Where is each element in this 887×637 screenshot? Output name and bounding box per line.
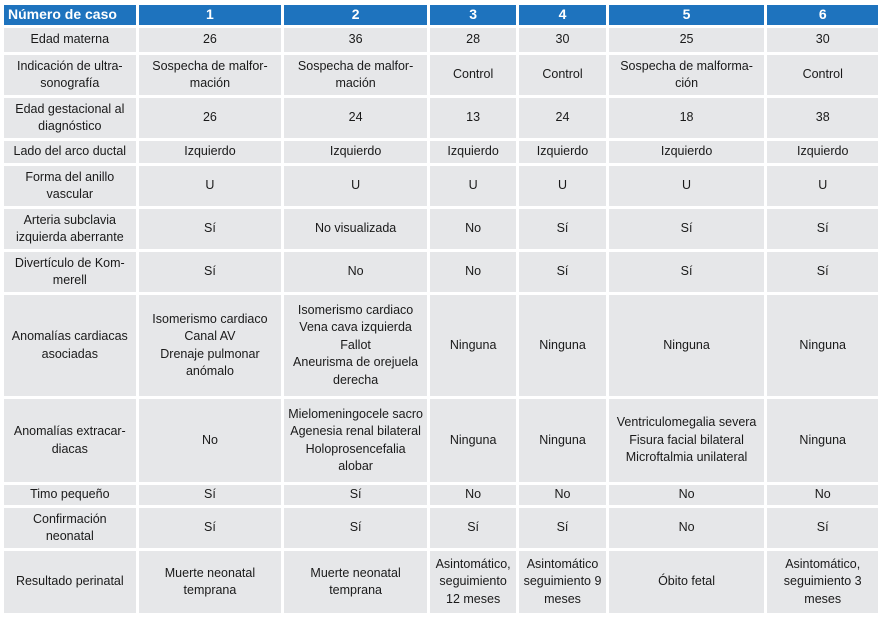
row-label: Arteria subclavia izquierda aberrante <box>4 209 136 249</box>
table-cell: Izquierdo <box>284 141 427 163</box>
table-cell: Sí <box>519 508 605 548</box>
table-cell: Ninguna <box>519 399 605 482</box>
table-cell: No <box>430 209 516 249</box>
table-row <box>4 55 878 95</box>
table-cell: 26 <box>139 98 282 138</box>
table-cell: 38 <box>767 98 878 138</box>
table-cell: Mielomeningocele sacro Agenesia renal bilateral Holoprosencefalia alobar <box>284 399 427 482</box>
table-cell: Control <box>767 55 878 95</box>
table-row <box>4 508 878 548</box>
table-cell: No <box>767 485 878 505</box>
table-cell: Sí <box>139 209 282 249</box>
row-label: Timo pequeño <box>4 485 136 505</box>
table-cell: 30 <box>767 28 878 52</box>
case-table-container <box>4 2 882 616</box>
table-cell: No <box>284 252 427 292</box>
header-case-1: 1 <box>139 5 282 25</box>
table-cell: Sí <box>767 508 878 548</box>
table-cell: Sí <box>284 485 427 505</box>
table-cell: Asintomático, seguimiento 3 meses <box>767 551 878 613</box>
table-cell: U <box>284 166 427 206</box>
row-label: Confirmación neonatal <box>4 508 136 548</box>
table-cell: Asintomático, seguimiento 12 meses <box>430 551 516 613</box>
table-cell: Sí <box>139 485 282 505</box>
table-cell: Isomerismo cardiaco Canal AV Drenaje pulmonar anómalo <box>139 295 282 396</box>
table-cell: Izquierdo <box>519 141 605 163</box>
table-cell: No <box>609 508 765 548</box>
table-cell: 24 <box>519 98 605 138</box>
table-cell: 36 <box>284 28 427 52</box>
row-label: Indicación de ultra- sonografía <box>4 55 136 95</box>
table-cell: Ventriculomegalia severa Fisura facial bilateral Microftalmia unilateral <box>609 399 765 482</box>
header-case-2: 2 <box>284 5 427 25</box>
table-cell: Sí <box>519 209 605 249</box>
table-cell: 18 <box>609 98 765 138</box>
table-cell: No <box>430 485 516 505</box>
table-cell: Sí <box>430 508 516 548</box>
table-cell: Isomerismo cardiaco Vena cava izquierda Fallot Aneurisma de orejuela derecha <box>284 295 427 396</box>
header-case-number: Número de caso <box>4 5 136 25</box>
row-label: Anomalías extracar- diacas <box>4 399 136 482</box>
table-cell: Ninguna <box>430 295 516 396</box>
row-label: Forma del anillo vascular <box>4 166 136 206</box>
table-row <box>4 141 878 163</box>
table-cell: Control <box>430 55 516 95</box>
table-row <box>4 209 878 249</box>
table-row <box>4 399 878 482</box>
table-cell: Sí <box>609 209 765 249</box>
table-cell: 26 <box>139 28 282 52</box>
table-cell: Sí <box>139 252 282 292</box>
table-cell: U <box>609 166 765 206</box>
table-cell: Sí <box>139 508 282 548</box>
table-header-row <box>4 5 878 25</box>
table-cell: Ninguna <box>609 295 765 396</box>
table-cell: U <box>430 166 516 206</box>
row-label: Lado del arco ductal <box>4 141 136 163</box>
table-row <box>4 295 878 396</box>
table-row <box>4 485 878 505</box>
table-cell: No <box>519 485 605 505</box>
table-cell: 25 <box>609 28 765 52</box>
table-cell: Sospecha de malforma- ción <box>609 55 765 95</box>
table-cell: Sospecha de malfor- mación <box>284 55 427 95</box>
row-label: Resultado perinatal <box>4 551 136 613</box>
table-cell: Control <box>519 55 605 95</box>
table-cell: 24 <box>284 98 427 138</box>
table-cell: Asintomático seguimiento 9 meses <box>519 551 605 613</box>
table-cell: Muerte neonatal temprana <box>139 551 282 613</box>
table-cell: Óbito fetal <box>609 551 765 613</box>
row-label: Divertículo de Kom- merell <box>4 252 136 292</box>
table-cell: Izquierdo <box>139 141 282 163</box>
table-cell: Sí <box>284 508 427 548</box>
table-cell: Sí <box>767 252 878 292</box>
table-cell: No <box>139 399 282 482</box>
table-cell: No <box>609 485 765 505</box>
table-cell: Sí <box>767 209 878 249</box>
table-cell: Izquierdo <box>767 141 878 163</box>
case-table <box>1 2 881 616</box>
table-cell: Izquierdo <box>430 141 516 163</box>
row-label: Edad gestacional al diagnóstico <box>4 98 136 138</box>
row-label: Edad materna <box>4 28 136 52</box>
table-cell: No visualizada <box>284 209 427 249</box>
table-row <box>4 166 878 206</box>
table-cell: 30 <box>519 28 605 52</box>
table-cell: 28 <box>430 28 516 52</box>
table-cell: Ninguna <box>430 399 516 482</box>
header-case-6: 6 <box>767 5 878 25</box>
table-cell: Muerte neonatal temprana <box>284 551 427 613</box>
table-row <box>4 28 878 52</box>
table-row <box>4 98 878 138</box>
table-row <box>4 252 878 292</box>
table-cell: 13 <box>430 98 516 138</box>
row-label: Anomalías cardiacas asociadas <box>4 295 136 396</box>
table-cell: No <box>430 252 516 292</box>
table-cell: Sí <box>609 252 765 292</box>
table-row <box>4 551 878 613</box>
table-cell: Izquierdo <box>609 141 765 163</box>
table-cell: U <box>519 166 605 206</box>
table-cell: U <box>139 166 282 206</box>
table-cell: Sí <box>519 252 605 292</box>
header-case-5: 5 <box>609 5 765 25</box>
table-cell: Ninguna <box>767 399 878 482</box>
table-cell: Ninguna <box>519 295 605 396</box>
header-case-4: 4 <box>519 5 605 25</box>
table-cell: U <box>767 166 878 206</box>
header-case-3: 3 <box>430 5 516 25</box>
table-cell: Ninguna <box>767 295 878 396</box>
table-cell: Sospecha de malfor- mación <box>139 55 282 95</box>
